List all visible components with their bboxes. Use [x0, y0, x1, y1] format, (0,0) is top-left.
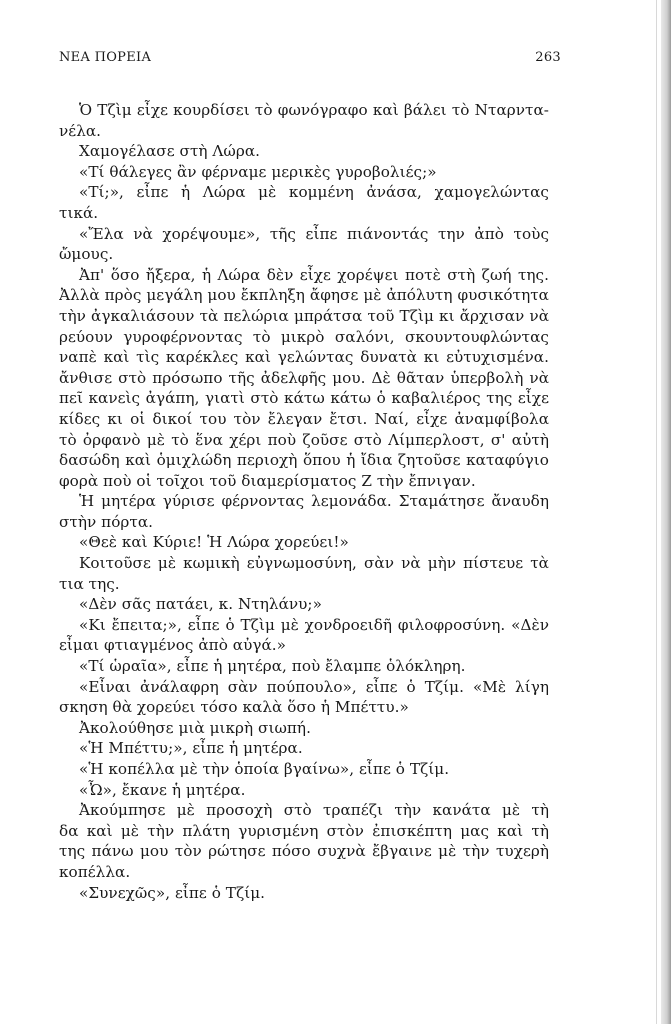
text-line: φορὰ ποὺ οἱ τοῖχοι τοῦ διαμερίσματος Ζ τὴν ἔπνιγαν.: [59, 471, 476, 490]
text-line: «Τί θάλεγες ἂν φέρναμε μερικὲς γυροβολιές;»: [79, 162, 437, 181]
text-line: κοπέλλα.: [59, 862, 131, 881]
text-line: τια της.: [59, 574, 120, 593]
text-line: ὤμους.: [59, 245, 114, 264]
text-line: Ἀλλὰ πρὸς μεγάλη μου ἔκπληξη ἄφησε μὲ ἀπόλυτη φυσικότητα: [59, 286, 549, 305]
text-line: στὴν πόρτα.: [59, 512, 154, 531]
text-line: «Συνεχῶς», εἶπε ὁ Τζίμ.: [79, 883, 266, 902]
page-number: 263: [535, 50, 561, 65]
text-line: «Ἡ κοπέλλα μὲ τὴν ὁποία βγαίνω», εἶπε ὁ Τζίμ.: [79, 760, 450, 778]
text-line: Ἀκούμπησε μὲ προσοχὴ στὸ τραπέζι τὴν κανάτα μὲ τὴ: [79, 801, 549, 820]
text-line: πεῖ κανεὶς ἀγάπη, γιατὶ στὸ κάτω κάτω ὁ καβαλιέρος της εἶχε: [59, 389, 549, 408]
text-line: «Εἶναι ἀνάλαφρη σὰν πούπουλο», εἶπε ὁ Τζίμ. «Μὲ λίγη: [79, 677, 549, 696]
text-line: τὴν ἀγκαλιάσουν τὰ πελώρια μπράτσα τοῦ Τζὶμ κι ἄρχισαν νὰ: [59, 306, 549, 325]
text-line: ἄνθισε στὸ πρόσωπο τῆς ἀδελφῆς μου. Δὲ θᾶταν ὑπερβολὴ νὰ: [59, 368, 549, 387]
text-line: Ἡ μητέρα γύρισε φέρνοντας λεμονάδα. Σταμάτησε ἄναυδη: [79, 492, 549, 511]
text-line: «Κι ἔπειτα;», εἶπε ὁ Τζὶμ μὲ χονδροειδῆ φιλοφροσύνη. «Δὲν: [79, 615, 549, 634]
body-text: [59, 100, 549, 903]
text-line: της πάνω μου τὸν ρώτησε πόσο συχνὰ ἔβγαινε μὲ τὴν τυχερὴ: [59, 842, 549, 861]
text-line: «Τί ὡραῖα», εἶπε ἡ μητέρα, ποὺ ἔλαμπε ὁλόκληρη.: [79, 657, 466, 676]
text-line: Ἀπ' ὅσο ἤξερα, ἡ Λώρα δὲν εἶχε χορέψει ποτὲ στὴ ζωή της.: [79, 265, 549, 284]
text-line: «Ἡ Μπέττυ;», εἶπε ἡ μητέρα.: [79, 739, 303, 758]
text-line: τὸ ὀρφανὸ μὲ τὸ ἕνα χέρι ποὺ ζοῦσε στὸ Λίμπερλοστ, σ' αὐτὴ: [59, 430, 549, 449]
text-line: «Ὦ», ἔκανε ἡ μητέρα.: [79, 780, 246, 799]
text-line: δα καὶ μὲ τὴν πλάτη γυρισμένη στὸν ἐπισκέπτη μας καὶ τὴ: [59, 821, 549, 840]
text-line: Ἀκολούθησε μιὰ μικρὴ σιωπή.: [79, 718, 311, 737]
page-edge-line: [656, 0, 657, 1024]
text-line: ναπὲ καὶ τὶς καρέκλες καὶ γελώντας δυνατὰ κι εὐτυχισμένα.: [59, 348, 549, 367]
running-title: ΝΕΑ ΠΟΡΕΙΑ: [59, 50, 152, 65]
text-line: «Ἔλα νὰ χορέψουμε», τῆς εἶπε πιάνοντάς την ἀπὸ τοὺς: [79, 224, 549, 243]
page-edge-shadow: [661, 0, 671, 1024]
text-line: ρεύουν γυροφέρνοντας τὸ μικρὸ σαλόνι, σκουντουφλώντας: [59, 327, 549, 346]
text-line: «Δὲν σᾶς πατάει, κ. Ντηλάνυ;»: [79, 595, 322, 614]
text-line: Κοιτοῦσε μὲ κωμικὴ εὐγνωμοσύνη, σὰν νὰ μὴν πίστευε τὰ: [79, 554, 549, 573]
text-line: σκηση θὰ χορεύει τόσο καλὰ ὅσο ἡ Μπέττυ.»: [59, 698, 409, 717]
text-line: Χαμογέλασε στὴ Λώρα.: [79, 142, 261, 161]
text-line: «Θεὲ καὶ Κύριε! Ἡ Λώρα χορεύει!»: [79, 533, 349, 552]
text-line: δασώδη καὶ ὁμιχλώδη περιοχὴ ὅπου ἡ ἴδια ζητοῦσε καταφύγιο: [59, 451, 549, 470]
text-line: κίδες κι οἱ δικοί του τὸν ἔλεγαν ἔτσι. Ναί, εἶχε ἀναμφίβολα: [59, 409, 549, 428]
text-line: Ὁ Τζὶμ εἶχε κουρδίσει τὸ φωνόγραφο καὶ βάλει τὸ Νταρντα-: [79, 101, 549, 119]
text-line: τικά.: [59, 203, 99, 222]
text-line: νέλα.: [59, 121, 102, 140]
text-line: «Τί;», εἶπε ἡ Λώρα μὲ κομμένη ἀνάσα, χαμογελώντας: [79, 183, 549, 202]
text-line: εἶμαι φτιαγμένος ἀπὸ αὐγά.»: [59, 636, 287, 655]
running-header: [59, 50, 561, 65]
